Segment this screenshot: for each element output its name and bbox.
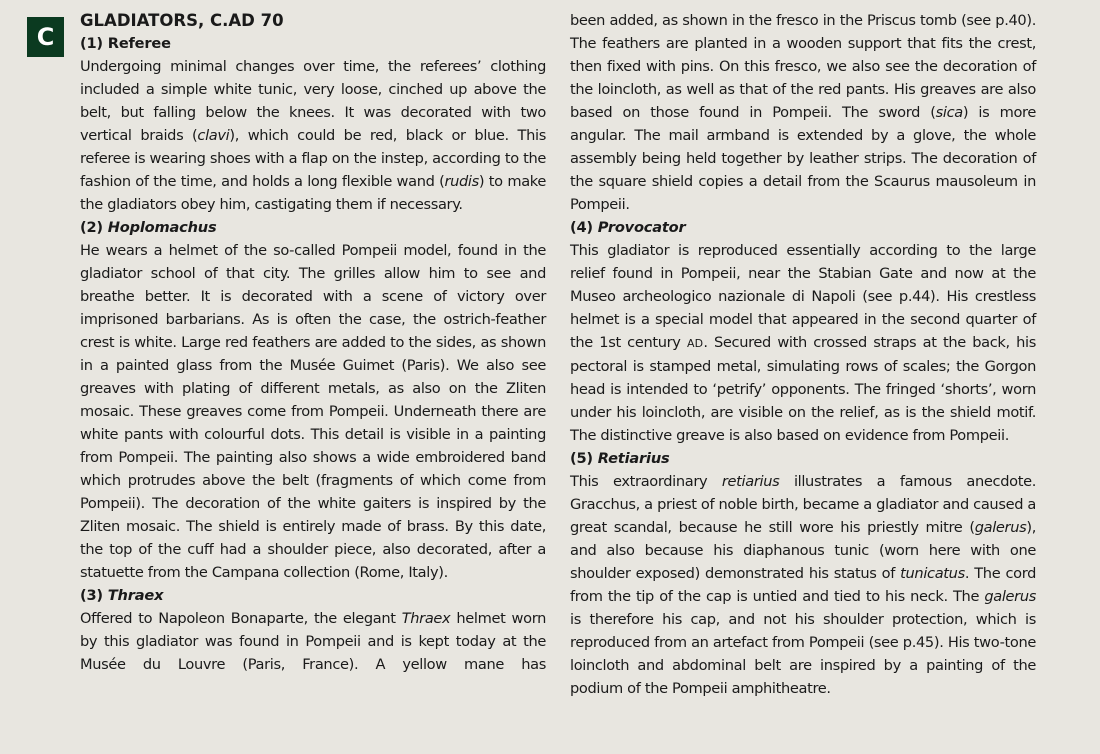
section-heading-hoplomachus [80,216,546,239]
plate-letter-badge [27,17,64,57]
section-name: Referee [107,35,171,52]
section-number: (4) [570,219,593,236]
italic-term: galerus [974,519,1027,536]
left-column [80,9,546,676]
plate-title: GLADIATORS, C.AD 70 [80,11,284,30]
italic-term: Thraex [401,610,451,627]
italic-term: tunicatus [900,565,965,582]
section-heading-retiarius [570,447,1036,470]
section-body-provocator: This gladiator is reproduced essentially according to the large relief found in Pompeii, near the Stabian Gate and now at the Museo archeologico nazionale di Napoli (see p.44). His crestless helmet is a special model that appeared in the second quarter of the 1st century AD. Secured with crossed straps at the back, his pectoral is stamped metal, simulating rows of scales; the Gorgon head is intended to ‘petrify’ opponents. The fringed ‘shorts’, worn under his loincloth, are visible on the relief, as is the shield motif. The distinctive greave is also based on evidence from Pompeii. [570,242,1036,444]
section-number: (3) [80,587,103,604]
section-number: (2) [80,219,103,236]
italic-term: clavi [197,127,230,144]
small-caps-term: AD [686,337,704,350]
section-body-retiarius: This extraordinary retiarius illustrates a famous anecdote. Gracchus, a priest of noble birth, became a gladiator and caused a great scandal, because he still wore his priestly mitre (galerus), and also because his diaphanous tunic (worn here with one shoulder exposed) demonstrated his status of tunicatus. The cord from the tip of the cap is untied and tied to his neck. The galerus is therefore his cap, and not his shoulder protection, which is reproduced from an artefact from Pompeii (see p.45). His two-tone loincloth and abdominal belt are inspired by a painting of the podium of the Pompeii amphitheatre. [570,473,1036,697]
section-heading-provocator [570,216,1036,239]
italic-term: galerus [984,588,1036,605]
section-name: Thraex [107,587,164,604]
right-column [570,9,1036,700]
section-number: (5) [570,450,593,467]
section-body-hoplomachus: He wears a helmet of the so-called Pompeii model, found in the gladiator school of that city. The grilles allow him to see and breathe better. It is decorated with a scene of victory over imprisoned barbarians. As is often the case, the ostrich-feather crest is white. Large red feathers are added to the sides, as shown in a painted glass from the Musée Guimet (Paris). We also see greaves with plating of different metals, as also on the Zliten mosaic. These greaves come from Pompeii. Underneath there are white pants with colourful dots. This detail is visible in a painting from Pompeii. The painting also shows a wide embroidered band which protrudes above the belt (fragments of which come from Pompeii). The decoration of the white gaiters is inspired by the Zliten mosaic. The shield is entirely made of brass. By this date, the top of the cuff had a shoulder piece, also decorated, after a statuette from the Campana collection (Rome, Italy). [80,242,546,581]
section-name: Hoplomachus [107,219,217,236]
section-number: (1) [80,35,103,52]
section-heading-referee [80,32,546,55]
section-body-thraex-part2: been added, as shown in the fresco in the Priscus tomb (see p.40). The feathers are planted in a wooden support that fits the crest, then fixed with pins. On this fresco, we also see the decoration of the loincloth, as well as that of the red pants. His greaves are also based on those found in Pompeii. The sword (sica) is more angular. The mail armband is extended by a glove, the whole assembly being held together by leather strips. The decoration of the square shield copies a detail from the Scaurus mausoleum in Pompeii. [570,12,1036,213]
italic-term: retiarius [721,473,780,490]
section-body-referee: Undergoing minimal changes over time, the referees’ clothing included a simple white tunic, very loose, cinched up above the belt, but falling below the knees. It was decorated with two vertical braids (clavi), which could be red, black or blue. This referee is wearing shoes with a flap on the instep, according to the fashion of the time, and holds a long flexible wand (rudis) to make the gladiators obey him, castigating them if necessary. [80,58,546,213]
italic-term: rudis [444,173,479,190]
plate-letter: C [36,23,55,51]
section-heading-thraex [80,584,546,607]
section-body-thraex-part1: Offered to Napoleon Bonaparte, the elegant Thraex helmet worn by this gladiator was found in Pompeii and is kept today at the Musée du Louvre (Paris, France). A yellow mane has [80,610,546,673]
italic-term: sica [935,104,963,121]
section-name: Provocator [597,219,686,236]
section-name: Retiarius [597,450,670,467]
